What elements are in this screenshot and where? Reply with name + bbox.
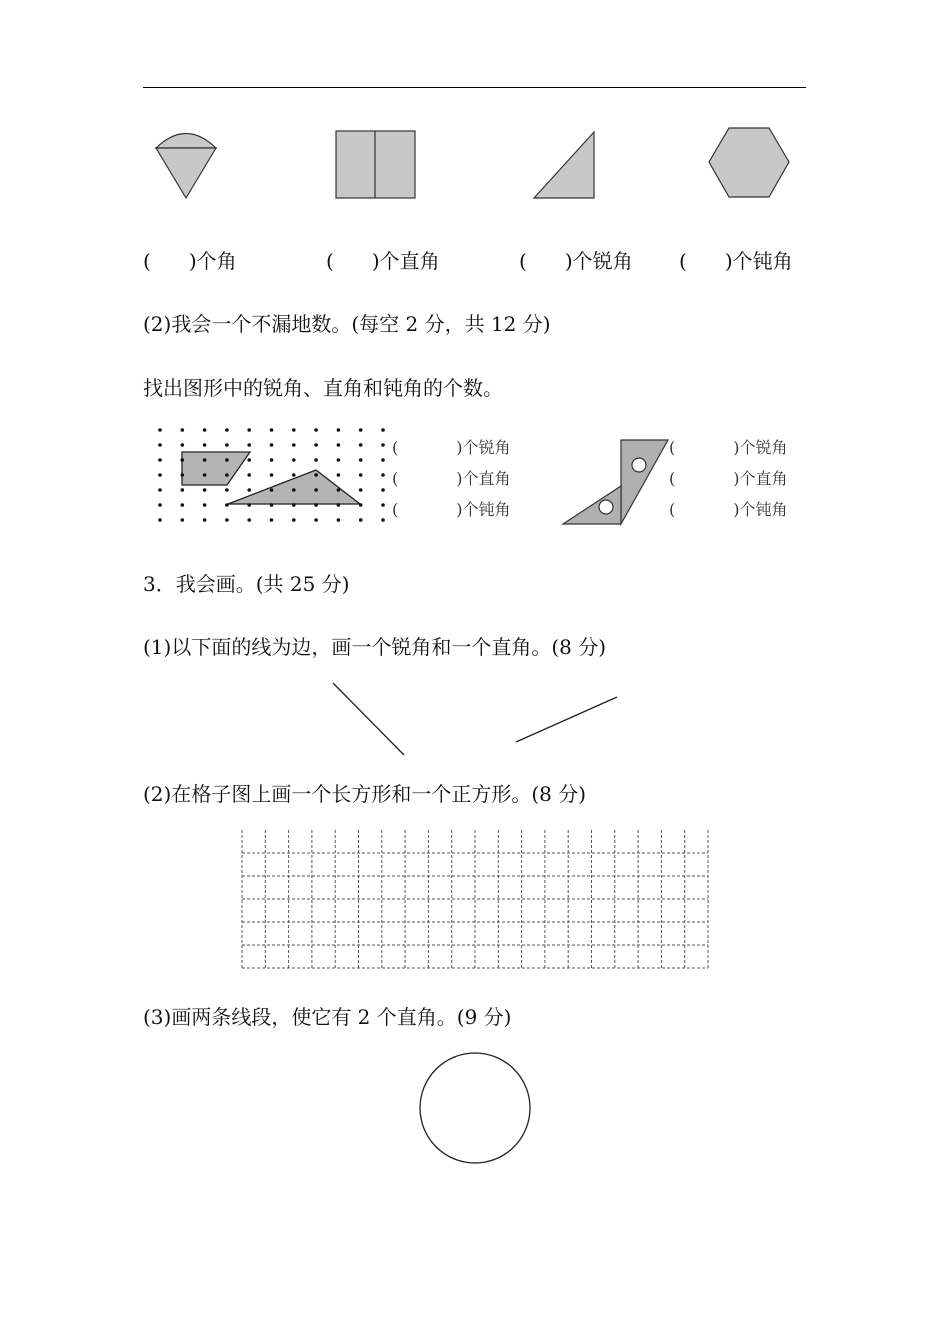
grid-dot — [225, 503, 229, 507]
grid-dot — [203, 458, 207, 462]
shape-label-2: ( )个直角 — [326, 249, 440, 273]
left-label-acute: ( )个锐角 — [392, 438, 511, 457]
set-square-figure — [560, 438, 672, 528]
grid-dot — [270, 473, 274, 477]
grid-dot — [359, 428, 363, 432]
grid-dot — [337, 503, 341, 507]
grid-dot — [314, 518, 318, 522]
grid-dot — [181, 473, 185, 477]
grid-dot — [292, 458, 296, 462]
grid-dot — [381, 503, 385, 507]
grid-dot — [270, 428, 274, 432]
grid-dot — [181, 503, 185, 507]
shape-label-3: ( )个锐角 — [519, 249, 633, 273]
grid-dot — [158, 503, 162, 507]
question-3-3-text: (3)画两条线段，使它有 2 个直角。(9 分) — [143, 1005, 512, 1029]
grid-dot — [247, 503, 251, 507]
grid-dot — [381, 488, 385, 492]
fan-shape — [150, 125, 230, 205]
grid-dot — [158, 458, 162, 462]
split-rectangle-shape — [335, 130, 417, 200]
grid-dot — [247, 473, 251, 477]
given-lines — [320, 675, 630, 765]
grid-dot — [292, 518, 296, 522]
top-rule — [143, 87, 806, 88]
right-triangle-shape — [532, 130, 598, 200]
grid-dot — [337, 518, 341, 522]
grid-dot — [247, 488, 251, 492]
grid-dot — [359, 488, 363, 492]
grid-dot — [270, 443, 274, 447]
grid-dot — [247, 428, 251, 432]
grid-dot — [359, 473, 363, 477]
grid-dot — [337, 473, 341, 477]
grid-dot — [247, 443, 251, 447]
grid-dot — [381, 473, 385, 477]
grid-dot — [225, 428, 229, 432]
grid-dot — [337, 443, 341, 447]
dot-grid-figure — [150, 422, 390, 527]
grid-dot — [225, 443, 229, 447]
grid-dot — [158, 518, 162, 522]
grid-dot — [337, 488, 341, 492]
grid-dot — [292, 488, 296, 492]
grid-dot — [270, 488, 274, 492]
grid-dot — [203, 518, 207, 522]
grid-dot — [381, 518, 385, 522]
question-2-2-instruction: 找出图形中的锐角、直角和钝角的个数。 — [143, 376, 503, 400]
right-label-right: ( )个直角 — [669, 469, 788, 488]
grid-dot — [181, 518, 185, 522]
right-label-acute: ( )个锐角 — [669, 438, 788, 457]
hexagon-shape — [708, 127, 792, 199]
grid-dot — [181, 443, 185, 447]
grid-dot — [337, 428, 341, 432]
grid-dot — [181, 488, 185, 492]
grid-dot — [314, 488, 318, 492]
grid-dot — [225, 488, 229, 492]
grid-dot — [314, 458, 318, 462]
question-2-2-title: (2)我会一个不漏地数。(每空 2 分，共 12 分) — [143, 312, 551, 336]
grid-dot — [381, 443, 385, 447]
left-label-obtuse: ( )个钝角 — [392, 500, 511, 519]
right-label-obtuse: ( )个钝角 — [669, 500, 788, 519]
grid-dot — [314, 428, 318, 432]
grid-dot — [292, 473, 296, 477]
grid-dot — [225, 473, 229, 477]
grid-dot — [359, 503, 363, 507]
grid-dot — [225, 518, 229, 522]
shape-label-1: ( )个角 — [143, 249, 237, 273]
grid-dot — [203, 428, 207, 432]
grid-dot — [203, 473, 207, 477]
grid-dot — [314, 473, 318, 477]
grid-dot — [247, 518, 251, 522]
grid-dot — [203, 503, 207, 507]
grid-dot — [359, 518, 363, 522]
grid-dot — [314, 503, 318, 507]
grid-dot — [270, 503, 274, 507]
question-3-2-text: (2)在格子图上画一个长方形和一个正方形。(8 分) — [143, 782, 587, 806]
grid-dot — [359, 458, 363, 462]
grid-dot — [225, 458, 229, 462]
grid-dot — [247, 458, 251, 462]
grid-dot — [203, 488, 207, 492]
grid-dot — [158, 443, 162, 447]
grid-dot — [381, 428, 385, 432]
left-label-right: ( )个直角 — [392, 469, 511, 488]
question-3-title: 3．我会画。(共 25 分) — [143, 572, 350, 596]
grid-dot — [203, 443, 207, 447]
grid-dot — [359, 443, 363, 447]
grid-dot — [314, 443, 318, 447]
grid-dot — [158, 428, 162, 432]
grid-dot — [270, 458, 274, 462]
drawing-grid[interactable] — [241, 828, 709, 970]
grid-dot — [181, 458, 185, 462]
grid-dot — [337, 458, 341, 462]
grid-dot — [158, 488, 162, 492]
grid-dot — [270, 518, 274, 522]
grid-dot — [292, 428, 296, 432]
grid-dot — [292, 503, 296, 507]
circle-figure — [416, 1050, 534, 1168]
grid-dot — [292, 443, 296, 447]
question-3-1-text: (1)以下面的线为边，画一个锐角和一个直角。(8 分) — [143, 635, 607, 659]
grid-dot — [158, 473, 162, 477]
grid-dot — [181, 428, 185, 432]
shape-label-4: ( )个钝角 — [679, 249, 793, 273]
grid-dot — [381, 458, 385, 462]
